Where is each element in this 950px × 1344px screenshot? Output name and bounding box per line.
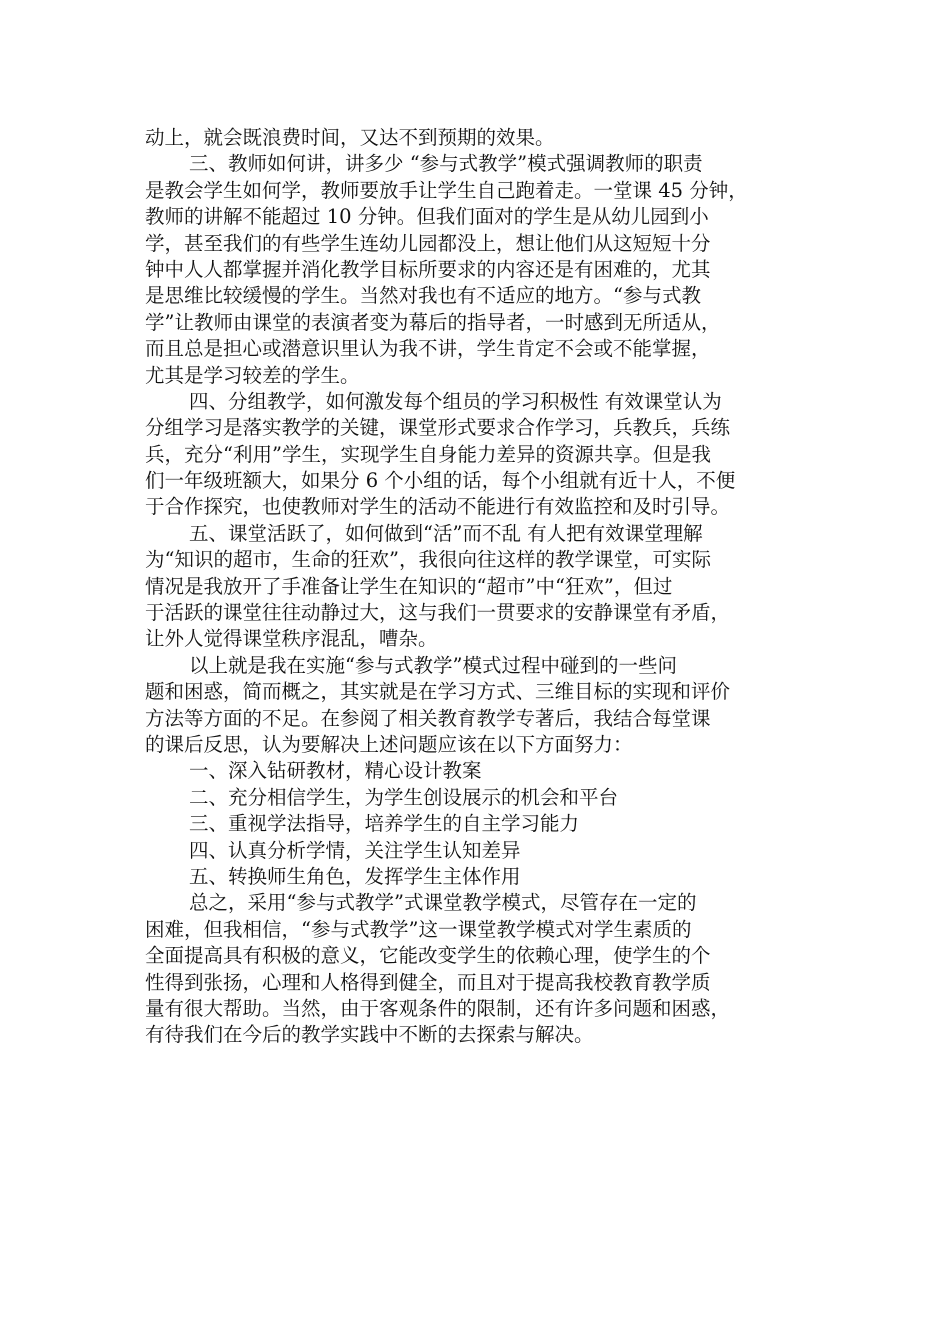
text-line: 四、分组教学，如何激发每个组员的学习积极性 有效课堂认为 [189, 389, 722, 413]
text-line: 困难，但我相信，“参与式教学”这一课堂教学模式对学生素质的 [145, 917, 692, 941]
text-line: 二、充分相信学生，为学生创设展示的机会和平台 [189, 785, 619, 809]
text-line: 于合作探究，也使教师对学生的活动不能进行有效监控和及时引导。 [145, 495, 731, 519]
text-line: 兵，充分“利用”学生，实现学生自身能力差异的资源共享。但是我 [145, 442, 711, 466]
text-line: 分组学习是落实教学的关键，课堂形式要求合作学习，兵教兵，兵练 [145, 416, 731, 440]
document-body [145, 125, 805, 1049]
text-line: 性得到张扬，心理和人格得到健全，而且对于提高我校教育教学质 [145, 970, 711, 994]
text-line: 有待我们在今后的教学实践中不断的去探索与解决。 [145, 1023, 594, 1047]
text-line: 教师的讲解不能超过 10 分钟。但我们面对的学生是从幼儿园到小 [145, 205, 709, 229]
text-line: 五、转换师生角色，发挥学生主体作用 [189, 864, 521, 888]
text-line: 题和困惑，简而概之，其实就是在学习方式、三维目标的实现和评价 [145, 680, 731, 704]
text-line: 一、深入钻研教材，精心设计教案 [189, 759, 482, 783]
text-line: 学，甚至我们的有些学生连幼儿园都没上，想让他们从这短短十分 [145, 231, 711, 255]
text-line: 学”让教师由课堂的表演者变为幕后的指导者，一时感到无所适从， [145, 310, 721, 334]
text-line: 于活跃的课堂往往动静过大，这与我们一贯要求的安静课堂有矛盾， [145, 601, 731, 625]
text-line: 量有很大帮助。当然，由于客观条件的限制，还有许多问题和困惑， [145, 996, 731, 1020]
text-line: 动上，就会既浪费时间，又达不到预期的效果。 [145, 126, 555, 149]
text-line: 三、教师如何讲，讲多少 “参与式教学”模式强调教师的职责 [189, 152, 703, 176]
text-line: 三、重视学法指导，培养学生的自主学习能力 [189, 812, 580, 836]
text-line: 五、课堂活跃了，如何做到“活”而不乱 有人把有效课堂理解 [189, 521, 703, 545]
text-line: 总之，采用“参与式教学”式课堂教学模式，尽管存在一定的 [189, 891, 697, 915]
text-line: 钟中人人都掌握并消化教学目标所要求的内容还是有困难的，尤其 [145, 257, 711, 281]
text-line: 是思维比较缓慢的学生。当然对我也有不适应的地方。“参与式教 [145, 284, 701, 308]
text-line: 方法等方面的不足。在参阅了相关教育教学专著后，我结合每堂课 [145, 706, 711, 730]
text-line: 尤其是学习较差的学生。 [145, 363, 360, 387]
text-line: 四、认真分析学情，关注学生认知差异 [189, 838, 521, 862]
text-line: 为“知识的超市，生命的狂欢”，我很向往这样的教学课堂，可实际 [145, 548, 711, 572]
text-line: 让外人觉得课堂秩序混乱，嘈杂。 [145, 627, 438, 651]
text-line: 全面提高具有积极的意义，它能改变学生的依赖心理，使学生的个 [145, 944, 711, 968]
text-line: 情况是我放开了手准备让学生在知识的“超市”中“狂欢”，但过 [145, 574, 673, 598]
text-line: 以上就是我在实施“参与式教学”模式过程中碰到的一些问 [189, 653, 677, 677]
text-line: 们一年级班额大，如果分 6 个小组的话，每个小组就有近十人，不便 [145, 469, 736, 493]
text-line: 而且总是担心或潜意识里认为我不讲，学生肯定不会或不能掌握， [145, 337, 711, 361]
text-line: 是教会学生如何学，教师要放手让学生自己跑着走。一堂课 45 分钟， [145, 178, 748, 202]
text-line: 的课后反思，认为要解决上述问题应该在以下方面努力： [145, 732, 633, 756]
